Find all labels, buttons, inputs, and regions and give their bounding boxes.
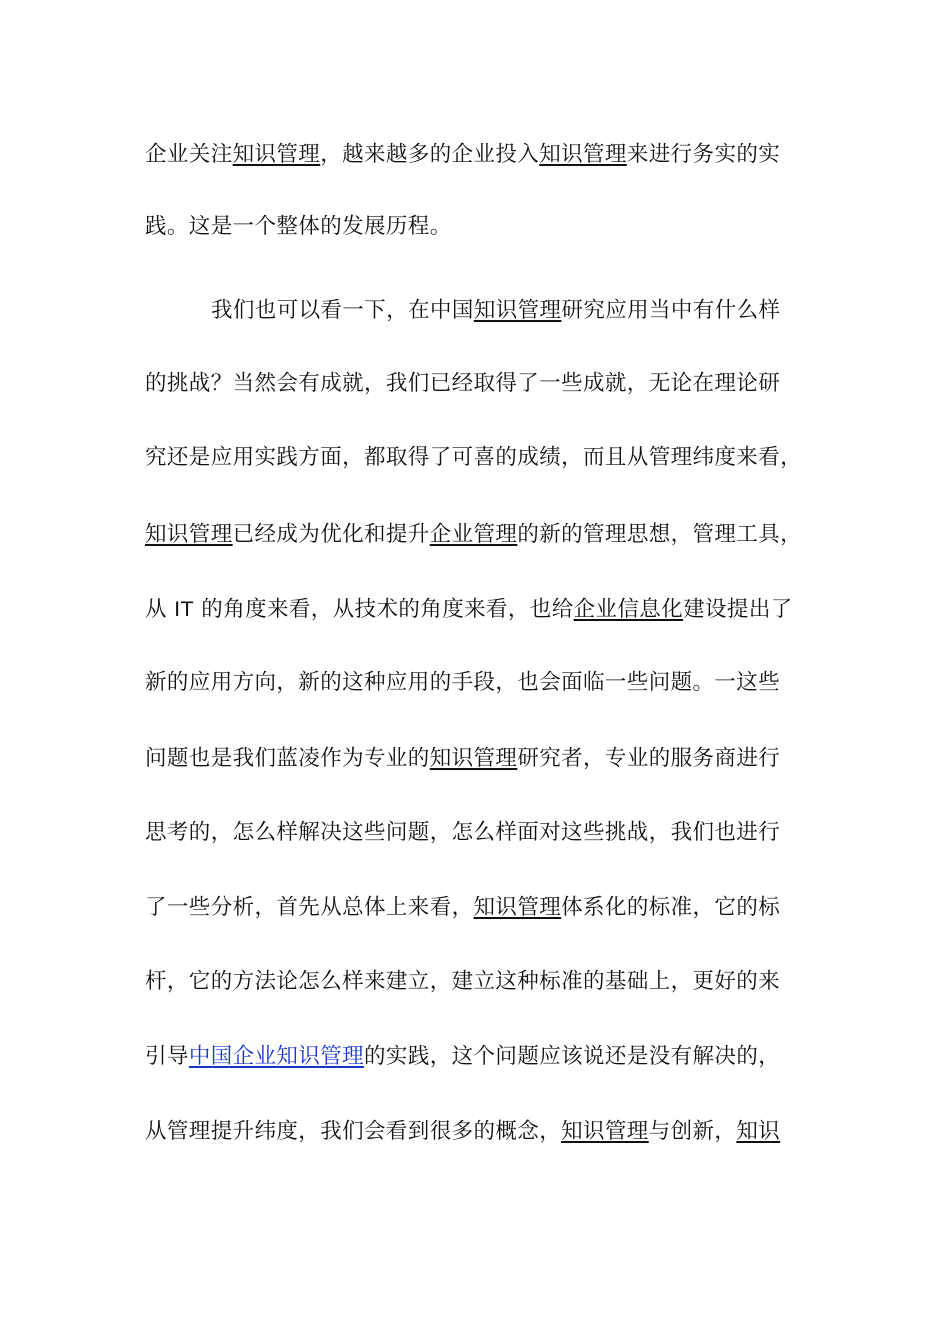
text-line	[145, 1117, 825, 1147]
text-segment: 践。这是一个整体的发展历程。	[145, 214, 452, 239]
text-line	[145, 668, 825, 698]
text-segment: 的挑战？当然会有成就，我们已经取得了一些成就，无论在理论研	[145, 371, 781, 396]
text-line	[145, 140, 825, 170]
text-segment: 问题也是我们蓝凌作为专业的	[145, 746, 430, 771]
text-segment: 我们也可以看一下，在中国	[211, 298, 474, 323]
underlined-term: 知识管理	[145, 522, 233, 547]
text-segment: 的角度来看，从技术的角度来看，也给	[194, 597, 574, 622]
text-segment: 建设提出了	[683, 597, 793, 622]
text-segment: 引导	[145, 1044, 189, 1069]
text-segment: 体系化的标准，它的标	[561, 895, 781, 920]
text-segment: 的新的管理思想，管理工具，	[517, 522, 803, 547]
underlined-term: 知识管理	[561, 1119, 649, 1144]
underlined-term: 知识管理	[473, 895, 562, 920]
underlined-term: 知识管理	[232, 142, 321, 167]
underlined-term: 知识管理	[539, 142, 627, 167]
hyperlink[interactable]: 中国企业知识管理	[188, 1044, 365, 1069]
text-line	[145, 967, 825, 997]
text-line	[145, 443, 825, 473]
text-line	[145, 1042, 825, 1072]
text-line	[145, 594, 825, 625]
underlined-term: 知识	[736, 1119, 781, 1144]
underlined-term: 企业管理	[429, 522, 518, 547]
underlined-term: 知识管理	[473, 298, 562, 323]
underlined-term: 知识管理	[429, 746, 518, 771]
underlined-term: 企业信息化	[573, 597, 684, 622]
text-segment: 与创新，	[648, 1119, 737, 1144]
text-segment: 思考的，怎么样解决这些问题，怎么样面对这些挑战，我们也进行	[145, 820, 781, 845]
text-segment: 企业关注	[145, 142, 233, 167]
text-line	[145, 520, 825, 550]
text-line	[145, 369, 825, 399]
text-segment: 究还是应用实践方面，都取得了可喜的成绩，而且从管理纬度来看，	[145, 445, 803, 470]
text-segment: 的实践，这个问题应该说还是没有解决的，	[364, 1044, 781, 1069]
text-segment: 杆，它的方法论怎么样来建立，建立这种标准的基础上，更好的来	[145, 969, 781, 994]
text-segment: 了一些分析，首先从总体上来看，	[145, 895, 474, 920]
text-segment: 新的应用方向，新的这种应用的手段，也会面临一些问题。一这些	[145, 670, 781, 695]
text-segment: 从管理提升纬度，我们会看到很多的概念，	[145, 1119, 562, 1144]
text-segment: 从	[145, 597, 175, 622]
text-segment: 已经成为优化和提升	[232, 522, 430, 547]
text-segment: IT	[174, 597, 195, 621]
text-line	[145, 744, 825, 774]
text-line	[145, 212, 825, 242]
text-segment: 研究者，专业的服务商进行	[517, 746, 781, 771]
text-line	[211, 296, 825, 326]
text-line	[145, 893, 825, 923]
text-segment: 来进行务实的实	[626, 142, 781, 167]
text-segment: ，越来越多的企业投入	[320, 142, 540, 167]
text-segment: 研究应用当中有什么样	[561, 298, 781, 323]
text-line	[145, 818, 825, 848]
